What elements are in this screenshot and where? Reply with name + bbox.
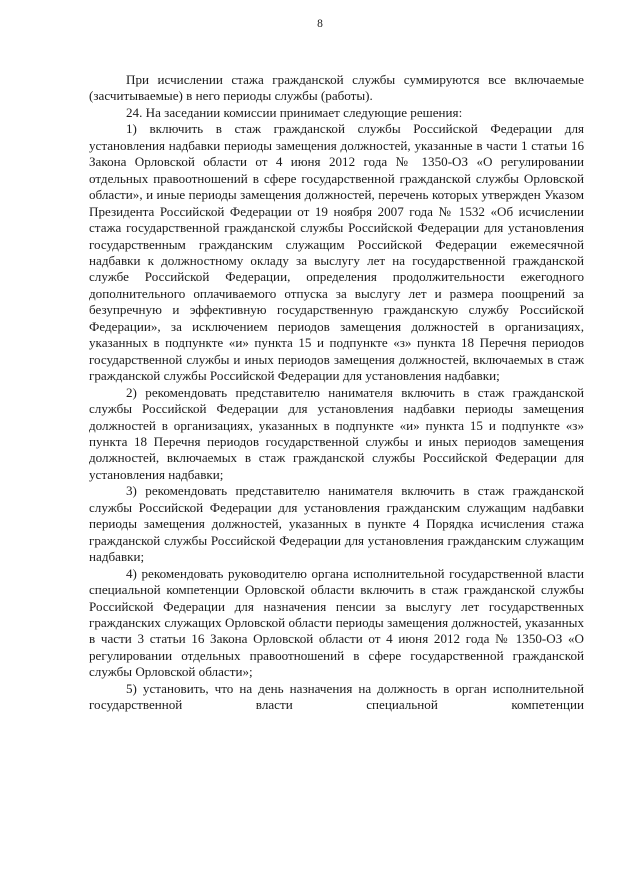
paragraph-decision-1: 1) включить в стаж гражданской службы Российской Федерации для установления надбавки периоды замещения должностей, указанные в части 1 статьи 16 Закона Орловской области от 4 июня 2012 года № 1350-ОЗ «О регулировании отдельных правоотношений в сфере государственной гражданской службы Орловской области», и иные периоды замещения должностей, перечень которых утвержден Указом Президента Российской Федерации от 19 ноября 2007 года № 1532 «Об исчислении стажа государственной гражданской службы Российской Федерации для установления государственным гражданским служащим Российской Федерации ежемесячной надбавки к должностному окладу за выслугу лет на государственной гражданской службе Российской Федерации, определения продолжительности ежегодного дополнительного оплачиваемого отпуска за выслугу лет и размера поощрений за безупречную и эффективную государственную гражданскую службу Российской Федерации», за исключением периодов замещения должностей в организациях, указанных в подпункте «и» пункта 15 и подпункте «з» пункта 18 Перечня периодов государственной службы и иных периодов замещения должностей, включаемых в стаж гражданской службы Российской Федерации для установления надбавки; bbox=[89, 121, 584, 384]
paragraph-item-24: 24. На заседании комиссии принимает следующие решения: bbox=[126, 104, 463, 120]
paragraph-decision-4: 4) рекомендовать руководителю органа исполнительной государственной власти специальной компетенции Орловской области включить в стаж гражданской службы Российской Федерации для назначения пенсии за выслугу лет государственных гражданских служащих Орловской области периоды замещения должностей, указанных в части 3 статьи 16 Закона Орловской области от 4 июня 2012 года № 1350-ОЗ «О регулировании отдельных правоотношений в сфере государственной гражданской службы Орловской области»; bbox=[89, 565, 584, 680]
page-number: 8 bbox=[317, 18, 323, 30]
paragraph-decision-2: 2) рекомендовать представителю нанимателя включить в стаж гражданской службы Российской Федерации для установления надбавки периоды замещения должностей в организациях, указанных в подпункте «и» пункта 15 и подпункте «з» пункта 18 Перечня периодов государственной службы и иных периодов замещения должностей, включаемых в стаж гражданской службы Российской Федерации для установления надбавки; bbox=[89, 384, 584, 482]
document-body bbox=[89, 72, 584, 714]
paragraph-summation: При исчислении стажа гражданской службы суммируются все включаемые (засчитываемые) в него периоды службы (работы). bbox=[89, 72, 584, 104]
paragraph-decision-5: 5) установить, что на день назначения на должность в орган исполнительной государственной власти специальной компетенции bbox=[89, 680, 584, 713]
paragraph-decision-3: 3) рекомендовать представителю нанимателя включить в стаж гражданской службы Российской Федерации для установления гражданским служащим надбавки периоды замещения должностей, указанных в пункте 4 Порядка исчисления стажа гражданской службы Российской Федерации для установления гражданским служащим надбавки; bbox=[89, 483, 584, 565]
